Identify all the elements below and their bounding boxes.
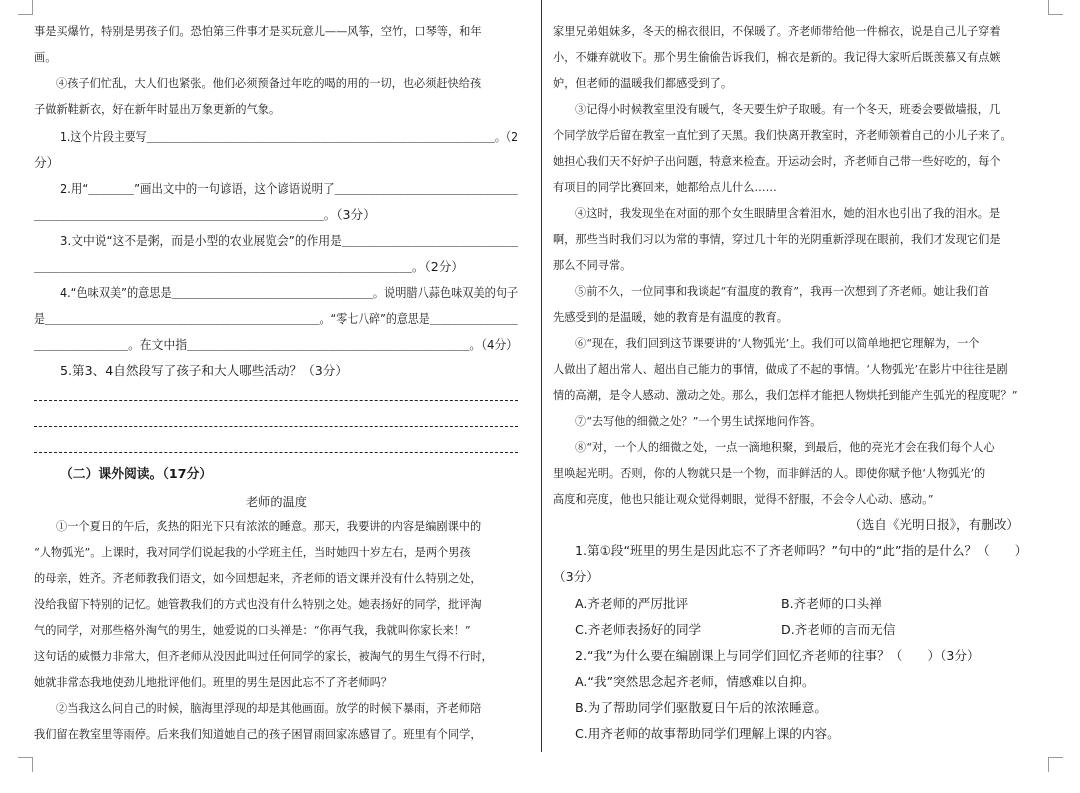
question-1-line: （3分）: [553, 569, 599, 584]
essay-line: 人做出了超出常人、超出自己能力的事情，做成了不起的事情。‘人物弧光’在影片中往往是剧: [553, 363, 1008, 376]
essay-line: 情的高潮，是令人感动、激动之处。那么，我们怎样才能把人物烘托到能产生弧光的程度呢？”: [553, 389, 1018, 402]
essay-line: 高度和亮度，他也只能让观众觉得刺眼，觉得不舒服，不会令人心动、感动。”: [553, 493, 934, 506]
essay-line: 个同学放学后留在教室一直忙到了天黑。我们快离开教室时，齐老师领着自己的小儿子来了。: [553, 129, 1012, 142]
option-c: C.齐老师表扬好的同学: [575, 622, 702, 637]
text-line: 事是买爆竹，特别是男孩子们。恐怕第三件事才是买玩意儿——风筝，空竹，口琴等，和年: [34, 25, 482, 38]
essay-line: ④这时，我发现坐在对面的那个女生眼睛里含着泪水，她的泪水也引出了我的泪水。是: [575, 207, 1001, 220]
question-2-line: 2.用“＿＿＿＿”画出文中的一句谚语，这个谚语说明了＿＿＿＿＿＿＿＿＿＿＿＿＿＿＿＿: [60, 181, 518, 196]
answer-blank-line: [34, 426, 518, 427]
crop-mark-bottom-right: [1048, 757, 1063, 772]
question-1-line: 1.这个片段主要写＿＿＿＿＿＿＿＿＿＿＿＿＿＿＿＿＿＿＿＿＿＿＿＿＿＿＿＿＿＿＿＿。（2: [60, 129, 519, 144]
section-heading: （二）课外阅读。（17分）: [60, 467, 213, 482]
option-c: C.用齐老师的故事帮助同学们理解上课的内容。: [575, 726, 840, 741]
essay-line: 气的同学，对那些格外淘气的男生，她爱说的口头禅是：“你再气我，我就叫你家长来！”: [34, 624, 471, 637]
text-line: 画。: [34, 51, 57, 64]
essay-line: 我们留在教室里等雨停。后来我们知道她自己的孩子困冒雨回家冻感冒了。班里有个同学，: [34, 728, 482, 741]
option-b: B.为了帮助同学们驱散夏日午后的浓浓睡意。: [575, 700, 827, 715]
question-1-line: 1.第①段“班里的男生是因此忘不了齐老师吗？”句中的“此”指的是什么？（ ）: [575, 543, 1028, 558]
source-citation: （选自《光明日报》，有删改）: [849, 517, 1020, 532]
text-line: 子做新鞋新衣，好在新年时显出万象更新的气象。: [34, 103, 281, 116]
essay-line: 那么不同寻常。: [553, 259, 632, 272]
text-line: ④孩子们忙乱，大人们也紧张。他们必须预备过年吃的喝的用的一切，也必须赶快给孩: [56, 77, 482, 90]
question-2-line: ＿＿＿＿＿＿＿＿＿＿＿＿＿＿＿＿＿＿＿＿＿＿＿。（3分）: [34, 207, 376, 222]
crop-mark-top-left: [18, 0, 33, 15]
essay-line: 她担心我们天不好炉子出问题，特意来检查。开运动会时，齐老师自己带一些好吃的，每个: [553, 155, 1001, 168]
question-2-line: 2.“我”为什么要在编剧课上与同学们回忆齐老师的往事？（ ）（3分）: [575, 648, 980, 663]
question-3-line: ＿＿＿＿＿＿＿＿＿＿＿＿＿＿＿＿＿＿＿＿＿＿＿＿＿＿＿＿＿＿。（2分）: [34, 259, 464, 274]
crop-mark-bottom-left: [18, 757, 33, 772]
option-b: B.齐老师的口头禅: [781, 596, 882, 611]
question-3-line: 3.文中说“这不是粥，而是小型的农业展览会”的作用是＿＿＿＿＿＿＿＿＿＿＿＿＿＿＿: [60, 233, 519, 248]
essay-line: 啊，那些当时我们习以为常的事情，穿过几十年的光阴重新浮现在眼前，我们才发现它们是: [553, 233, 1001, 246]
question-5-line: 5.第3、4自然段写了孩子和大人哪些活动？（3分）: [60, 363, 348, 378]
essay-line: 她就非常态我地使劲儿地批评他们。班里的男生是因此忘不了齐老师吗？: [34, 676, 393, 689]
essay-line: 家里兄弟姐妹多，冬天的棉衣很旧，不保暖了。齐老师带给他一件棉衣，说是自己儿子穿着: [553, 25, 1001, 38]
essay-line: ②当我这么问自己的时候，脑海里浮现的却是其他画面。放学的时候下暴雨，齐老师陪: [56, 702, 482, 715]
essay-line: 小，不嫌弃就收下。那个男生偷偷告诉我们，棉衣是新的。我记得大家听后既羡慕又有点嫉: [553, 51, 1001, 64]
essay-line: ⑤前不久，一位同事和我谈起“有温度的教育”，我再一次想到了齐老师。她让我们首: [575, 285, 990, 298]
essay-line: 这句话的威慑力非常大，但齐老师从没因此叫过任何同学的家长，被淘气的男生气得不行时，: [34, 650, 493, 663]
essay-line: ⑧“对，一个人的细微之处，一点一滴地积聚，到最后，他的亮光才会在我们每个人心: [575, 441, 995, 454]
essay-line: 妒，但老师的温暖我们都感受到了。: [553, 77, 733, 90]
option-a: A.齐老师的严厉批评: [575, 596, 689, 611]
question-4-line: 4.“色味双美”的意思是＿＿＿＿＿＿＿＿＿＿＿＿＿＿＿＿＿＿。说明腊八蒜色味双美的句子: [60, 285, 519, 300]
option-d: D.齐老师的言而无信: [781, 622, 896, 637]
essay-line: “人物弧光”。上课时，我对同学们说起我的小学班主任，当时她四十岁左右，是两个男孩: [34, 546, 471, 559]
question-4-line: ＿＿＿＿＿＿＿＿。在文中指＿＿＿＿＿＿＿＿＿＿＿＿＿＿＿＿＿＿＿＿＿＿＿＿。（4分）: [34, 337, 519, 352]
answer-blank-line: [34, 452, 518, 453]
essay-line: 里唤起光明。否则，你的人物就只是一个物，而非鲜活的人。即使你赋予他‘人物弧光’的: [553, 467, 986, 480]
essay-line: ③记得小时候教室里没有暖气，冬天要生炉子取暖。有一个冬天，班委会要做墙报，几: [575, 103, 1001, 116]
essay-line: ⑥“现在，我们回到这节课要讲的‘人物弧光’上。我们可以简单地把它理解为，一个: [575, 337, 980, 350]
question-1-line: 分）: [34, 155, 60, 170]
essay-line: ⑦“去写他的细微之处？”一个男生试探地问作答。: [575, 415, 822, 428]
essay-line: 有项目的同学比赛回来，她都给点儿什么……: [553, 181, 777, 194]
option-a: A.“我”突然思念起齐老师，情感难以自抑。: [575, 674, 815, 689]
essay-line: ①一个夏日的午后，炙热的阳光下只有浓浓的睡意。那天，我要讲的内容是编剧课中的: [56, 520, 482, 533]
column-divider: [541, 0, 542, 752]
essay-line: 的母亲，姓齐。齐老师教我们语文，如今回想起来，齐老师的语文课并没有什么特别之处，: [34, 572, 482, 585]
essay-title: 老师的温度: [246, 495, 307, 509]
essay-line: 先感受到的是温暖，她的教育是有温度的教育。: [553, 311, 788, 324]
crop-mark-top-right: [1048, 0, 1063, 15]
answer-blank-line: [34, 400, 518, 401]
essay-line: 没给我留下特别的记忆。她管教我们的方式也没有什么特别之处。她表扬好的同学，批评淘: [34, 598, 482, 611]
question-4-line: 是＿＿＿＿＿＿＿＿＿＿＿＿＿＿＿＿＿＿＿＿＿＿＿＿＿。“零七八碎”的意思是＿＿＿＿＿＿＿＿: [34, 311, 518, 326]
